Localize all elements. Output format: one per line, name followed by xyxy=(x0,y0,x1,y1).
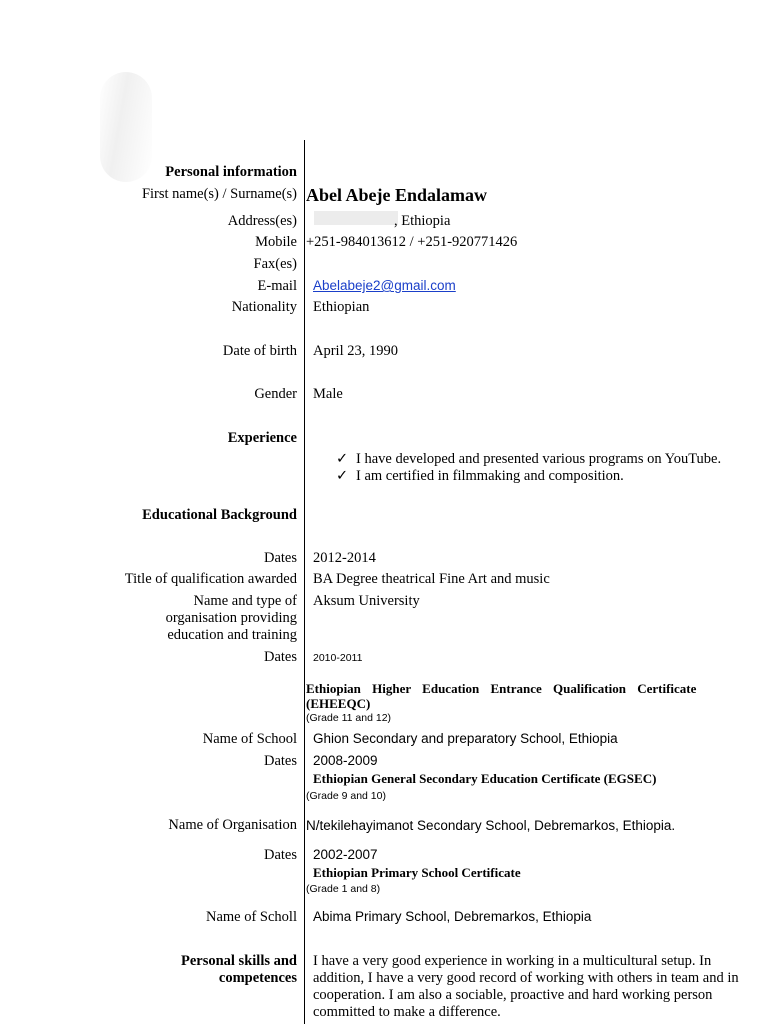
dates-label: Dates xyxy=(263,649,297,665)
email-link[interactable]: Abelabeje2@gmail.com xyxy=(313,278,456,293)
entry4-cert: Ethiopian Primary School Certificate xyxy=(313,865,521,880)
experience-item xyxy=(336,451,721,467)
nationality-value: Ethiopian xyxy=(313,299,370,315)
entry1-dates: 2012-2014 xyxy=(313,550,376,566)
address-redaction xyxy=(314,211,398,225)
dob-value: April 23, 1990 xyxy=(313,343,398,359)
education-heading: Educational Background xyxy=(142,507,297,523)
dates-label: Dates xyxy=(263,550,297,566)
org-label-line: Name and type of xyxy=(193,593,297,609)
entry1-qualification: BA Degree theatrical Fine Art and music xyxy=(313,571,550,587)
name-label: First name(s) / Surname(s) xyxy=(141,186,297,202)
email-label: E-mail xyxy=(257,278,297,294)
skills-text-line: I have a very good experience in working in a multicultural setup. In xyxy=(313,953,712,969)
personal-info-heading: Personal information xyxy=(165,164,297,180)
skills-heading-line: Personal skills and xyxy=(180,953,297,969)
entry1-org: Aksum University xyxy=(313,593,420,609)
dates-label: Dates xyxy=(263,847,297,863)
dates-label: Dates xyxy=(263,753,297,769)
experience-heading: Experience xyxy=(227,430,297,446)
gender-label: Gender xyxy=(254,386,297,402)
entry2-dates: 2010-2011 xyxy=(313,652,363,664)
nationality-label: Nationality xyxy=(231,299,297,315)
checkmark-icon: ✓ xyxy=(336,451,349,467)
entry3-org: N/tekilehayimanot Secondary School, Debremarkos, Ethiopia. xyxy=(306,818,676,833)
full-name: Abel Abeje Endalamaw xyxy=(306,185,488,205)
mobile-label: Mobile xyxy=(255,234,297,250)
skills-text-line: committed to make a difference. xyxy=(313,1004,501,1020)
checkmark-icon: ✓ xyxy=(336,468,349,484)
entry2-grade: (Grade 11 and 12) xyxy=(306,712,392,724)
experience-item-text: I have developed and presented various programs on YouTube. xyxy=(356,451,722,467)
skills-heading-line: competences xyxy=(218,970,297,986)
school-label: Name of School xyxy=(202,731,297,747)
org-label-line: organisation providing xyxy=(165,610,297,626)
scan-smudge xyxy=(100,72,152,182)
org-label: Name of Organisation xyxy=(168,817,297,833)
entry2-cert-line2: (EHEEQC) xyxy=(306,696,371,711)
skills-text-line: addition, I have a very good record of working with others in team and in xyxy=(313,970,739,986)
experience-item-text: I am certified in filmmaking and composition. xyxy=(356,468,624,484)
dob-label: Date of birth xyxy=(222,343,297,359)
mobile-value: +251-984013612 / +251-920771426 xyxy=(306,234,518,250)
experience-item xyxy=(336,468,624,484)
entry3-grade: (Grade 9 and 10) xyxy=(306,790,386,802)
entry3-dates: 2008-2009 xyxy=(313,753,378,768)
address-label: Address(es) xyxy=(227,213,297,229)
entry4-dates: 2002-2007 xyxy=(313,847,378,862)
gender-value: Male xyxy=(313,386,343,402)
entry2-cert-line1: Ethiopian Higher Education Entrance Qualification Certificate xyxy=(306,681,697,696)
column-divider xyxy=(304,140,305,1024)
entry3-cert: Ethiopian General Secondary Education Certificate (EGSEC) xyxy=(313,771,657,786)
school-label: Name of Scholl xyxy=(205,909,297,925)
skills-text-line: cooperation. I am also a sociable, proactive and hard working person xyxy=(313,987,713,1003)
entry4-school: Abima Primary School, Debremarkos, Ethiopia xyxy=(313,909,592,924)
org-label-line: education and training xyxy=(167,627,297,643)
entry2-school: Ghion Secondary and preparatory School, Ethiopia xyxy=(313,731,618,746)
fax-label: Fax(es) xyxy=(253,256,297,272)
entry4-grade: (Grade 1 and 8) xyxy=(306,883,381,895)
qualification-label: Title of qualification awarded xyxy=(124,571,297,587)
address-value: , Ethiopia xyxy=(394,213,451,229)
